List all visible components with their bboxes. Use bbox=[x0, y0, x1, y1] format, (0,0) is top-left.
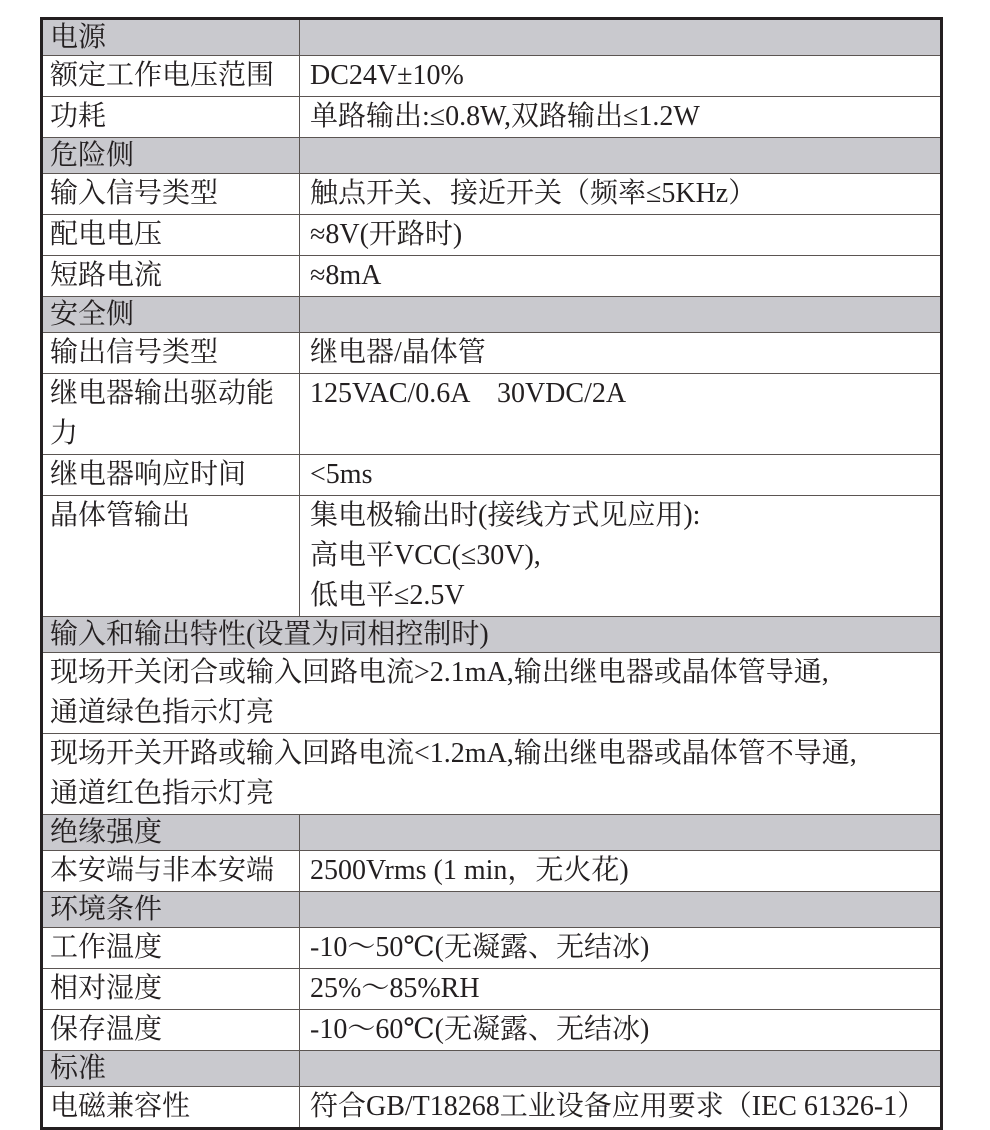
spec-value-line: 125VAC/0.6A 30VDC/2A bbox=[310, 378, 627, 409]
spec-table-row bbox=[43, 215, 940, 256]
spec-table-row bbox=[43, 256, 940, 297]
spec-label: 工作温度 bbox=[43, 928, 300, 968]
spec-note-line: 现场开关开路或输入回路电流<1.2mA,输出继电器或晶体管不导通, bbox=[50, 738, 857, 769]
spec-table-row bbox=[43, 1087, 940, 1127]
section-header-row bbox=[43, 20, 940, 56]
section-filler bbox=[300, 815, 940, 850]
section-title: 安全侧 bbox=[43, 297, 300, 332]
spec-table-row bbox=[43, 56, 940, 97]
spec-label: 配电电压 bbox=[43, 215, 300, 255]
section-title: 标准 bbox=[43, 1051, 300, 1086]
spec-value-line: -10～60℃(无凝露、无结冰) bbox=[310, 1014, 650, 1045]
spec-value bbox=[300, 97, 940, 137]
section-filler bbox=[300, 20, 940, 55]
spec-table-row bbox=[43, 97, 940, 138]
spec-label: 额定工作电压范围 bbox=[43, 56, 300, 96]
spec-table-row bbox=[43, 374, 940, 455]
spec-value-line: 单路输出:≤0.8W,双路输出≤1.2W bbox=[310, 101, 700, 132]
section-header-row bbox=[43, 892, 940, 928]
spec-label: 继电器输出驱动能力 bbox=[43, 374, 300, 454]
spec-note bbox=[43, 653, 940, 733]
spec-table-row bbox=[43, 496, 940, 617]
section-filler bbox=[300, 297, 940, 332]
spec-value-line: 25%～85%RH bbox=[310, 973, 480, 1004]
spec-value bbox=[300, 374, 940, 454]
spec-value-line: 低电平≤2.5V bbox=[310, 580, 465, 611]
spec-label: 继电器响应时间 bbox=[43, 455, 300, 495]
spec-value-line: 集电极输出时(接线方式见应用): bbox=[310, 500, 701, 531]
spec-note-line: 通道红色指示灯亮 bbox=[50, 778, 275, 809]
spec-table-row bbox=[43, 174, 940, 215]
spec-value bbox=[300, 455, 940, 495]
spec-label: 输出信号类型 bbox=[43, 333, 300, 373]
spec-label: 晶体管输出 bbox=[43, 496, 300, 616]
spec-value bbox=[300, 56, 940, 96]
spec-table-row bbox=[43, 455, 940, 496]
spec-value-line: 触点开关、接近开关（频率≤5KHz） bbox=[310, 178, 757, 209]
spec-value bbox=[300, 256, 940, 296]
spec-value-line: 继电器/晶体管 bbox=[310, 337, 486, 368]
spec-value bbox=[300, 1087, 940, 1127]
spec-table bbox=[40, 17, 943, 1130]
spec-value-line: ≈8mA bbox=[310, 260, 382, 291]
spec-label: 保存温度 bbox=[43, 1010, 300, 1050]
spec-value-line: 高电平VCC(≤30V), bbox=[310, 540, 541, 571]
section-filler bbox=[300, 1051, 940, 1086]
spec-value bbox=[300, 1010, 940, 1050]
section-header-row bbox=[43, 297, 940, 333]
section-header-row bbox=[43, 138, 940, 174]
section-title: 绝缘强度 bbox=[43, 815, 300, 850]
spec-label: 输入信号类型 bbox=[43, 174, 300, 214]
section-header-row bbox=[43, 617, 940, 653]
section-header-row bbox=[43, 1051, 940, 1087]
spec-table-row bbox=[43, 734, 940, 815]
spec-label: 短路电流 bbox=[43, 256, 300, 296]
section-filler bbox=[300, 138, 940, 173]
section-header-row bbox=[43, 815, 940, 851]
spec-table-row bbox=[43, 928, 940, 969]
spec-table-row bbox=[43, 969, 940, 1010]
spec-value-line: <5ms bbox=[310, 459, 373, 490]
spec-value bbox=[300, 851, 940, 891]
spec-value bbox=[300, 496, 940, 616]
section-title: 输入和输出特性(设置为同相控制时) bbox=[50, 619, 489, 650]
spec-value-line: DC24V±10% bbox=[310, 60, 464, 91]
spec-value bbox=[300, 215, 940, 255]
section-filler bbox=[300, 892, 940, 927]
spec-value-line: 符合GB/T18268工业设备应用要求（IEC 61326-1） bbox=[310, 1091, 926, 1122]
spec-value bbox=[300, 969, 940, 1009]
spec-value-line: 2500Vrms (1 min，无火花) bbox=[310, 855, 629, 886]
spec-value bbox=[300, 333, 940, 373]
spec-value-line: -10～50℃(无凝露、无结冰) bbox=[310, 932, 650, 963]
spec-value-line: ≈8V(开路时) bbox=[310, 219, 463, 250]
section-title: 环境条件 bbox=[43, 892, 300, 927]
spec-value bbox=[300, 174, 940, 214]
spec-value bbox=[300, 928, 940, 968]
spec-table-row bbox=[43, 653, 940, 734]
spec-table-row bbox=[43, 333, 940, 374]
section-title: 电源 bbox=[43, 20, 300, 55]
spec-label: 本安端与非本安端 bbox=[43, 851, 300, 891]
spec-table-row bbox=[43, 1010, 940, 1051]
spec-note bbox=[43, 734, 940, 814]
spec-note-line: 现场开关闭合或输入回路电流>2.1mA,输出继电器或晶体管导通, bbox=[50, 657, 829, 688]
section-title: 危险侧 bbox=[43, 138, 300, 173]
spec-label: 相对湿度 bbox=[43, 969, 300, 1009]
spec-note-line: 通道绿色指示灯亮 bbox=[50, 697, 275, 728]
spec-label: 功耗 bbox=[43, 97, 300, 137]
spec-label: 电磁兼容性 bbox=[43, 1087, 300, 1127]
spec-table-row bbox=[43, 851, 940, 892]
